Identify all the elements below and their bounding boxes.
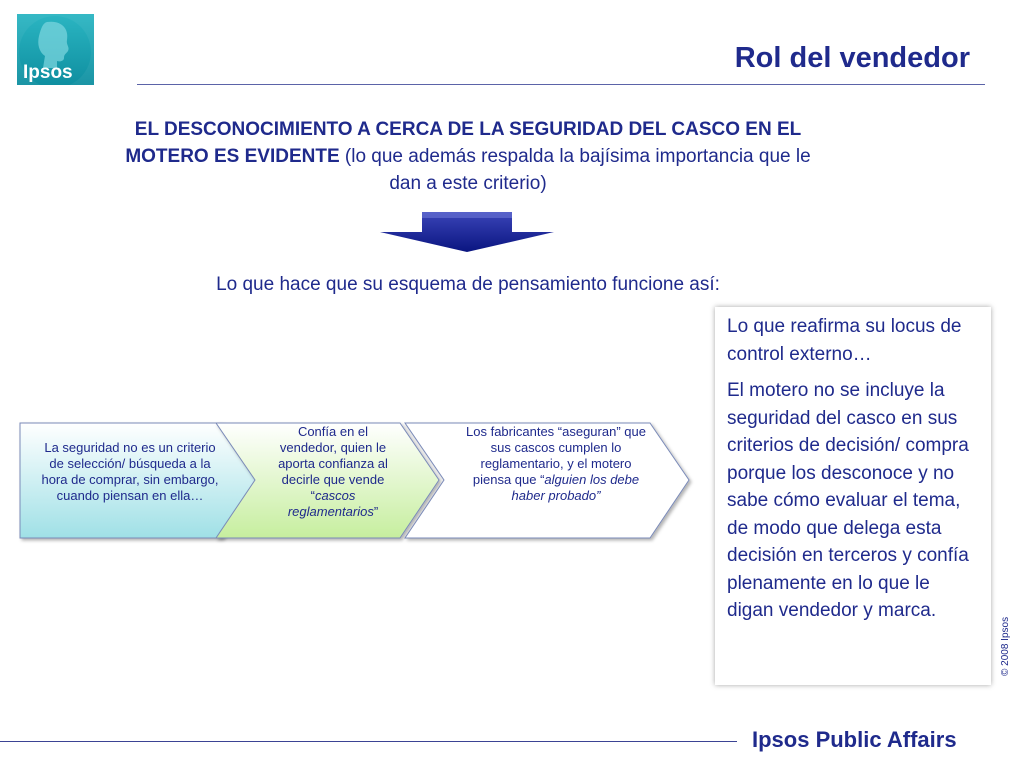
- logo-wordmark: Ipsos: [23, 62, 73, 83]
- conclusion-box: [715, 307, 991, 685]
- footer-brand: Ipsos Public Affairs: [752, 727, 957, 752]
- page-title: Rol del vendedor: [734, 42, 970, 74]
- copyright: © 2008 Ipsos: [1000, 616, 1011, 676]
- footer-divider: [0, 741, 737, 742]
- headline-normal: (lo que además respalda la bajísima importancia que le dan a este criterio): [339, 146, 811, 194]
- conclusion-lead: Lo que reafirma su locus de control externo…: [727, 316, 962, 365]
- conclusion-body: El motero no se incluye la seguridad del casco en sus criterios de decisión/ compra porque los desconoce y no sabe cómo evaluar el tema, de modo que delega esta decisión en terceros y confía plenamente en lo que le digan vendedor y marca.: [727, 380, 969, 621]
- title-divider: [137, 84, 985, 85]
- chevron-2-text: Confía en el vendedor, quien le aporta confianza al decirle que vende “cascos reglamentarios”: [278, 424, 388, 519]
- ipsos-logo: [17, 14, 94, 85]
- chevron-1-text: La seguridad no es un criterio de selección/ búsqueda a la hora de comprar, sin embargo, cuando piensan en ella…: [41, 440, 219, 503]
- down-arrow-icon: [378, 210, 556, 259]
- chevron-3-text: Los fabricantes “aseguran” que sus cascos cumplen lo reglamentario, y el motero piensa que “alguien los debe haber probado”: [466, 424, 646, 503]
- subline: Lo que hace que su esquema de pensamiento funcione así:: [216, 274, 720, 295]
- headline-bold: EL DESCONOCIMIENTO A CERCA DE LA SEGURIDAD DEL CASCO EN EL MOTERO ES EVIDENTE: [125, 119, 802, 167]
- headline: [110, 116, 826, 197]
